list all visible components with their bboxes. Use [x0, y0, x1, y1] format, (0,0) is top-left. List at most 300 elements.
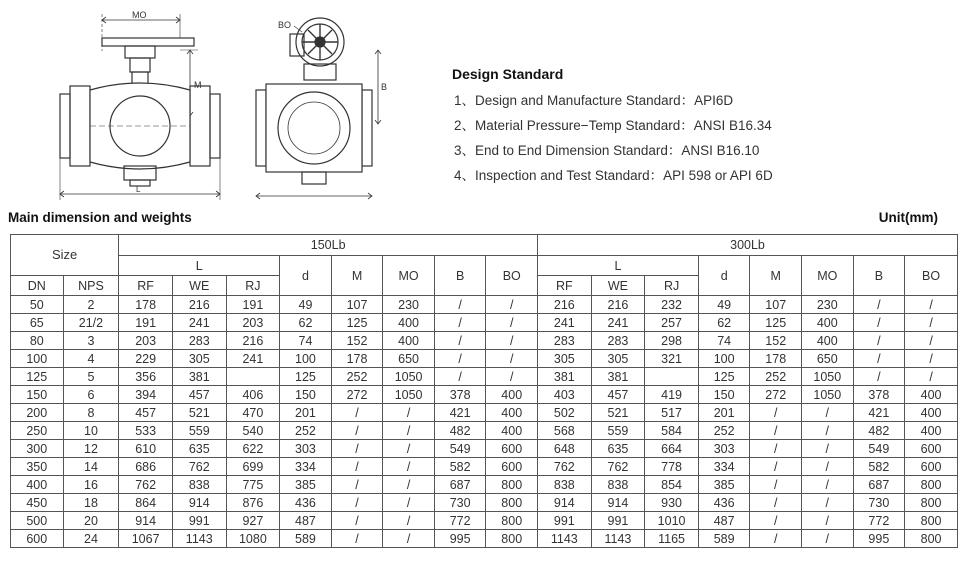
- table-cell: 334: [698, 458, 750, 476]
- table-row: [11, 368, 958, 386]
- table-cell: 800: [486, 476, 538, 494]
- table-cell: 436: [698, 494, 750, 512]
- table-cell: 991: [538, 512, 592, 530]
- table-row: [11, 422, 958, 440]
- table-cell: 762: [591, 458, 645, 476]
- table-cell: /: [434, 350, 486, 368]
- table-row: [11, 404, 958, 422]
- table-cell: /: [383, 422, 435, 440]
- table-row: [11, 386, 958, 404]
- table-cell: 229: [119, 350, 173, 368]
- table-cell: /: [802, 512, 854, 530]
- table-cell: 762: [172, 458, 226, 476]
- table-cell: 2: [63, 296, 119, 314]
- table-cell: /: [486, 314, 538, 332]
- table-cell: /: [802, 404, 854, 422]
- table-cell: 21/2: [63, 314, 119, 332]
- table-cell: 152: [331, 332, 383, 350]
- table-cell: 241: [226, 350, 280, 368]
- table-cell: /: [750, 512, 802, 530]
- header-rj-150: RJ: [226, 276, 280, 296]
- table-cell: 303: [698, 440, 750, 458]
- table-cell: 622: [226, 440, 280, 458]
- table-cell: 241: [538, 314, 592, 332]
- design-standard-item: 3、End to End Dimension Standard：ANSI B16.10: [454, 143, 760, 158]
- table-cell: 687: [853, 476, 905, 494]
- table-cell: /: [905, 296, 958, 314]
- table-cell: 230: [383, 296, 435, 314]
- table-cell: 533: [119, 422, 173, 440]
- table-cell: 107: [331, 296, 383, 314]
- table-cell: 800: [486, 530, 538, 548]
- table-cell: 100: [280, 350, 332, 368]
- header-l-300: L: [538, 256, 699, 276]
- table-cell: 303: [280, 440, 332, 458]
- dimension-table: [10, 234, 958, 548]
- table-cell: 568: [538, 422, 592, 440]
- table-cell: /: [434, 368, 486, 386]
- table-cell: 487: [280, 512, 332, 530]
- table-cell: /: [905, 332, 958, 350]
- header-l-150: L: [119, 256, 280, 276]
- table-cell: 482: [434, 422, 486, 440]
- table-cell: 457: [591, 386, 645, 404]
- table-cell: /: [383, 476, 435, 494]
- table-cell: 232: [645, 296, 699, 314]
- table-cell: 582: [434, 458, 486, 476]
- table-cell: 10: [63, 422, 119, 440]
- table-cell: 730: [853, 494, 905, 512]
- table-cell: 283: [538, 332, 592, 350]
- table-cell: 400: [802, 314, 854, 332]
- table-cell: 991: [172, 512, 226, 530]
- table-cell: 400: [905, 422, 958, 440]
- header-b-150: B: [434, 256, 486, 296]
- table-row: [11, 494, 958, 512]
- header-dn: DN: [11, 276, 64, 296]
- table-cell: 305: [172, 350, 226, 368]
- table-cell: 995: [853, 530, 905, 548]
- table-cell: /: [331, 422, 383, 440]
- table-cell: 762: [538, 458, 592, 476]
- unit-label: Unit(mm): [878, 210, 938, 225]
- table-cell: 1143: [172, 530, 226, 548]
- valve-drawing-svg: [40, 6, 390, 206]
- table-cell: 150: [11, 386, 64, 404]
- table-cell: 419: [645, 386, 699, 404]
- table-cell: 191: [226, 296, 280, 314]
- table-cell: 582: [853, 458, 905, 476]
- table-cell: /: [331, 476, 383, 494]
- table-cell: 252: [750, 368, 802, 386]
- table-cell: /: [750, 476, 802, 494]
- table-row: [11, 314, 958, 332]
- header-class-150: 150Lb: [119, 235, 538, 256]
- table-cell: 500: [11, 512, 64, 530]
- table-cell: /: [486, 350, 538, 368]
- table-cell: 800: [905, 530, 958, 548]
- table-cell: 457: [172, 386, 226, 404]
- table-cell: /: [853, 314, 905, 332]
- table-cell: 600: [11, 530, 64, 548]
- table-cell: /: [750, 494, 802, 512]
- table-cell: 930: [645, 494, 699, 512]
- table-cell: 772: [853, 512, 905, 530]
- table-row: [11, 440, 958, 458]
- table-cell: 1143: [538, 530, 592, 548]
- table-cell: 216: [591, 296, 645, 314]
- table-cell: 403: [538, 386, 592, 404]
- table-cell: 927: [226, 512, 280, 530]
- table-cell: 125: [750, 314, 802, 332]
- table-cell: /: [802, 440, 854, 458]
- header-class-300: 300Lb: [538, 235, 958, 256]
- table-cell: 272: [750, 386, 802, 404]
- table-cell: /: [486, 296, 538, 314]
- table-cell: 125: [698, 368, 750, 386]
- table-cell: 549: [434, 440, 486, 458]
- table-cell: 334: [280, 458, 332, 476]
- table-cell: /: [853, 350, 905, 368]
- table-cell: 5: [63, 368, 119, 386]
- table-cell: 687: [434, 476, 486, 494]
- table-cell: 8: [63, 404, 119, 422]
- table-cell: 74: [698, 332, 750, 350]
- table-cell: /: [802, 530, 854, 548]
- table-cell: 635: [172, 440, 226, 458]
- table-cell: /: [383, 458, 435, 476]
- table-cell: /: [750, 458, 802, 476]
- table-cell: 201: [280, 404, 332, 422]
- table-cell: 178: [119, 296, 173, 314]
- design-standard-section: [452, 66, 932, 188]
- table-cell: 203: [119, 332, 173, 350]
- table-cell: /: [905, 368, 958, 386]
- table-cell: 6: [63, 386, 119, 404]
- table-cell: 381: [591, 368, 645, 386]
- table-cell: 400: [905, 386, 958, 404]
- table-cell: 876: [226, 494, 280, 512]
- table-cell: 150: [280, 386, 332, 404]
- table-cell: 800: [905, 476, 958, 494]
- table-cell: 762: [119, 476, 173, 494]
- table-cell: /: [750, 530, 802, 548]
- table-cell: 283: [591, 332, 645, 350]
- table-cell: 241: [591, 314, 645, 332]
- table-cell: 406: [226, 386, 280, 404]
- table-cell: 487: [698, 512, 750, 530]
- table-cell: 778: [645, 458, 699, 476]
- table-cell: 350: [11, 458, 64, 476]
- table-cell: 549: [853, 440, 905, 458]
- header-bo-300: BO: [905, 256, 958, 296]
- table-cell: 305: [538, 350, 592, 368]
- table-cell: 74: [280, 332, 332, 350]
- table-cell: 49: [280, 296, 332, 314]
- table-cell: /: [750, 404, 802, 422]
- table-cell: 559: [591, 422, 645, 440]
- table-cell: [645, 368, 699, 386]
- table-cell: 1050: [802, 386, 854, 404]
- table-cell: 300: [11, 440, 64, 458]
- header-bo-150: BO: [486, 256, 538, 296]
- table-cell: 191: [119, 314, 173, 332]
- table-cell: 80: [11, 332, 64, 350]
- table-title: Main dimension and weights: [8, 210, 192, 225]
- design-standard-list: [452, 88, 932, 188]
- table-cell: 20: [63, 512, 119, 530]
- table-cell: 699: [226, 458, 280, 476]
- table-cell: 1050: [383, 386, 435, 404]
- header-nps: NPS: [63, 276, 119, 296]
- header-we-150: WE: [172, 276, 226, 296]
- header-m-150: M: [331, 256, 383, 296]
- table-cell: 16: [63, 476, 119, 494]
- table-cell: 216: [538, 296, 592, 314]
- table-cell: 385: [280, 476, 332, 494]
- table-cell: 686: [119, 458, 173, 476]
- side-view-drawing: [256, 18, 381, 199]
- table-cell: 230: [802, 296, 854, 314]
- table-cell: 1080: [226, 530, 280, 548]
- table-cell: 470: [226, 404, 280, 422]
- table-cell: 283: [172, 332, 226, 350]
- table-cell: 203: [226, 314, 280, 332]
- table-cell: 775: [226, 476, 280, 494]
- table-cell: 378: [853, 386, 905, 404]
- table-cell: 502: [538, 404, 592, 422]
- table-cell: 378: [434, 386, 486, 404]
- table-cell: 772: [434, 512, 486, 530]
- front-view-drawing: [60, 14, 220, 200]
- table-cell: 995: [434, 530, 486, 548]
- table-cell: 298: [645, 332, 699, 350]
- design-standard-item: 1、Design and Manufacture Standard：API6D: [454, 93, 734, 108]
- table-cell: /: [905, 314, 958, 332]
- table-cell: /: [434, 296, 486, 314]
- table-cell: 730: [434, 494, 486, 512]
- table-cell: 125: [11, 368, 64, 386]
- table-cell: /: [331, 512, 383, 530]
- table-cell: 24: [63, 530, 119, 548]
- table-cell: 4: [63, 350, 119, 368]
- table-cell: 400: [486, 422, 538, 440]
- table-cell: 3: [63, 332, 119, 350]
- table-cell: 800: [486, 512, 538, 530]
- table-cell: 991: [591, 512, 645, 530]
- table-row: [11, 512, 958, 530]
- table-cell: 250: [11, 422, 64, 440]
- table-cell: 201: [698, 404, 750, 422]
- table-cell: 1165: [645, 530, 699, 548]
- table-cell: 421: [434, 404, 486, 422]
- table-cell: 49: [698, 296, 750, 314]
- table-cell: 864: [119, 494, 173, 512]
- table-cell: 100: [11, 350, 64, 368]
- m-dimension-label: M: [194, 80, 202, 90]
- table-cell: 610: [119, 440, 173, 458]
- table-cell: 854: [645, 476, 699, 494]
- table-cell: 125: [280, 368, 332, 386]
- table-cell: 914: [591, 494, 645, 512]
- table-cell: 540: [226, 422, 280, 440]
- table-cell: /: [802, 422, 854, 440]
- table-cell: /: [331, 404, 383, 422]
- table-cell: /: [383, 530, 435, 548]
- table-cell: /: [383, 494, 435, 512]
- table-cell: 838: [591, 476, 645, 494]
- table-cell: /: [383, 440, 435, 458]
- table-cell: 394: [119, 386, 173, 404]
- table-cell: /: [331, 494, 383, 512]
- table-cell: 381: [538, 368, 592, 386]
- table-cell: 272: [331, 386, 383, 404]
- table-cell: 650: [383, 350, 435, 368]
- table-cell: 648: [538, 440, 592, 458]
- header-size: Size: [11, 235, 119, 276]
- table-cell: 14: [63, 458, 119, 476]
- table-cell: /: [802, 494, 854, 512]
- b-dimension-label: B: [381, 82, 388, 92]
- table-row: [11, 458, 958, 476]
- table-cell: 152: [750, 332, 802, 350]
- header-rj-300: RJ: [645, 276, 699, 296]
- table-cell: 600: [905, 440, 958, 458]
- table-row: [11, 332, 958, 350]
- table-cell: 800: [905, 494, 958, 512]
- table-cell: 521: [591, 404, 645, 422]
- table-cell: 400: [486, 386, 538, 404]
- table-cell: 450: [11, 494, 64, 512]
- table-cell: 914: [538, 494, 592, 512]
- dimension-table-body: [11, 296, 958, 548]
- table-cell: 457: [119, 404, 173, 422]
- table-cell: /: [750, 422, 802, 440]
- header-d-300: d: [698, 256, 750, 296]
- table-cell: 125: [331, 314, 383, 332]
- table-cell: 305: [591, 350, 645, 368]
- table-cell: 200: [11, 404, 64, 422]
- table-cell: 178: [750, 350, 802, 368]
- table-cell: 838: [172, 476, 226, 494]
- header-we-300: WE: [591, 276, 645, 296]
- table-cell: 400: [905, 404, 958, 422]
- table-cell: 216: [226, 332, 280, 350]
- table-cell: [226, 368, 280, 386]
- table-cell: 150: [698, 386, 750, 404]
- table-cell: 50: [11, 296, 64, 314]
- table-cell: 559: [172, 422, 226, 440]
- table-row: [11, 530, 958, 548]
- table-cell: 62: [698, 314, 750, 332]
- design-standard-item: 4、Inspection and Test Standard：API 598 or API 6D: [454, 168, 773, 183]
- table-cell: 400: [383, 332, 435, 350]
- table-cell: /: [750, 440, 802, 458]
- table-cell: 400: [486, 404, 538, 422]
- design-standard-item: 2、Material Pressure−Temp Standard：ANSI B16.34: [454, 118, 772, 133]
- table-cell: /: [331, 440, 383, 458]
- table-cell: 800: [905, 512, 958, 530]
- table-cell: 100: [698, 350, 750, 368]
- table-cell: /: [486, 332, 538, 350]
- l-dimension-label: L: [136, 185, 141, 194]
- header-d-150: d: [280, 256, 332, 296]
- table-cell: 356: [119, 368, 173, 386]
- table-cell: 1050: [802, 368, 854, 386]
- table-cell: 321: [645, 350, 699, 368]
- design-standard-title: Design Standard: [452, 66, 564, 82]
- table-cell: 257: [645, 314, 699, 332]
- table-cell: 252: [698, 422, 750, 440]
- table-cell: 381: [172, 368, 226, 386]
- table-row: [11, 476, 958, 494]
- table-cell: /: [434, 332, 486, 350]
- table-cell: 800: [486, 494, 538, 512]
- table-cell: 252: [331, 368, 383, 386]
- table-cell: 650: [802, 350, 854, 368]
- table-cell: 1067: [119, 530, 173, 548]
- table-cell: 1143: [591, 530, 645, 548]
- table-cell: 400: [383, 314, 435, 332]
- table-cell: /: [802, 458, 854, 476]
- table-cell: 62: [280, 314, 332, 332]
- table-row: [11, 296, 958, 314]
- table-cell: 12: [63, 440, 119, 458]
- table-cell: /: [802, 476, 854, 494]
- table-cell: 18: [63, 494, 119, 512]
- table-cell: 584: [645, 422, 699, 440]
- table-cell: 664: [645, 440, 699, 458]
- table-cell: 914: [119, 512, 173, 530]
- table-cell: /: [853, 296, 905, 314]
- table-cell: /: [383, 404, 435, 422]
- table-cell: 517: [645, 404, 699, 422]
- table-cell: 600: [905, 458, 958, 476]
- table-cell: 589: [280, 530, 332, 548]
- table-cell: 400: [11, 476, 64, 494]
- table-cell: /: [331, 458, 383, 476]
- table-cell: 521: [172, 404, 226, 422]
- table-cell: 385: [698, 476, 750, 494]
- valve-drawings: [40, 6, 390, 206]
- table-cell: 600: [486, 440, 538, 458]
- table-cell: /: [434, 314, 486, 332]
- table-cell: 1050: [383, 368, 435, 386]
- table-cell: 914: [172, 494, 226, 512]
- header-b-300: B: [853, 256, 905, 296]
- table-cell: 241: [172, 314, 226, 332]
- table-row: [11, 350, 958, 368]
- table-cell: 421: [853, 404, 905, 422]
- table-cell: /: [905, 350, 958, 368]
- mo-dimension-label: MO: [132, 10, 147, 20]
- header-mo-150: MO: [383, 256, 435, 296]
- header-m-300: M: [750, 256, 802, 296]
- header-rf-150: RF: [119, 276, 173, 296]
- table-cell: 252: [280, 422, 332, 440]
- table-cell: 178: [331, 350, 383, 368]
- table-cell: /: [853, 332, 905, 350]
- header-rf-300: RF: [538, 276, 592, 296]
- table-cell: 589: [698, 530, 750, 548]
- table-cell: 482: [853, 422, 905, 440]
- table-cell: 107: [750, 296, 802, 314]
- table-cell: 400: [802, 332, 854, 350]
- header-mo-300: MO: [802, 256, 854, 296]
- table-cell: /: [486, 368, 538, 386]
- table-cell: 838: [538, 476, 592, 494]
- table-cell: /: [853, 368, 905, 386]
